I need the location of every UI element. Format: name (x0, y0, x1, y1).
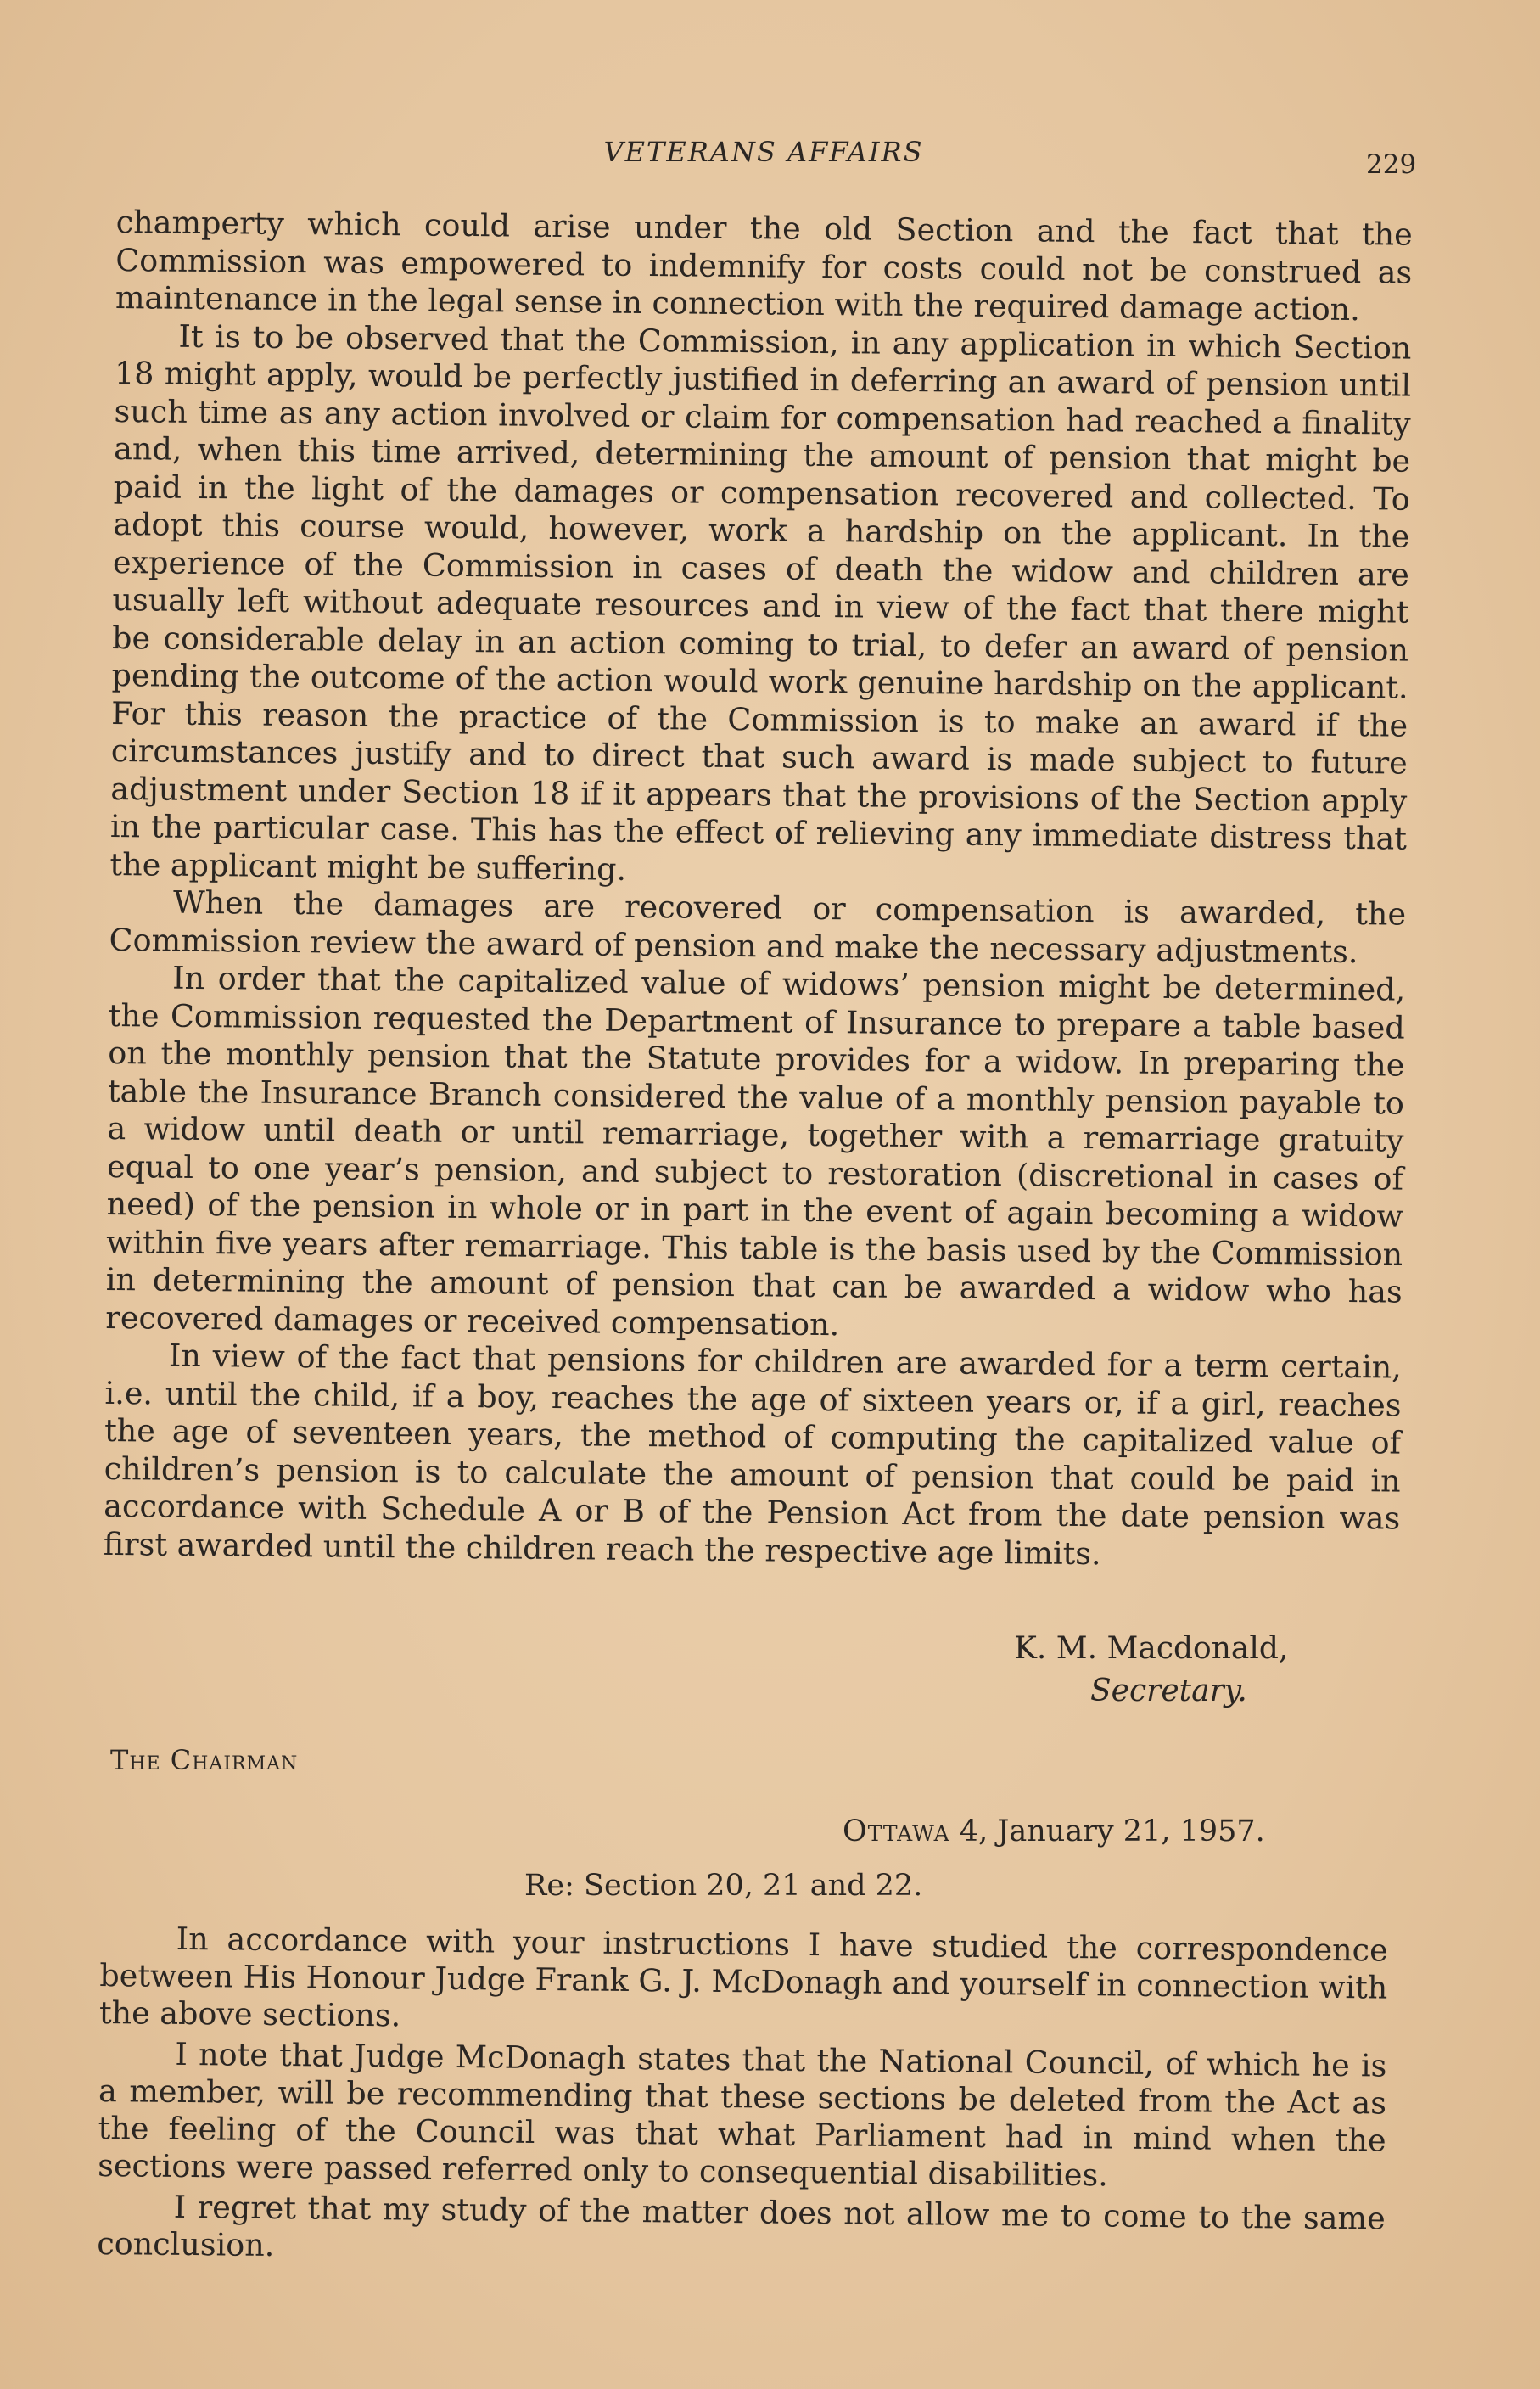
paragraph: When the damages are recovered or compensation is awarded, the Commission review the award of pension and make the necessary adjustments. (109, 883, 1407, 970)
letter-paragraph: I regret that my study of the matter does not allow me to come to the same conclusion. (97, 2188, 1386, 2263)
letter-paragraph: I note that Judge McDonagh states that the National Council, of which he is a member, will be recommending that these sections be deleted from the Act as the feeling of the Council was that what Parliament had in mind when the sections were passed referred only to consequential disabilities. (98, 2035, 1387, 2194)
body-text (104, 204, 1413, 1576)
paragraph: champerty which could arise under the old Section and the fact that the Commission was empowered to indemnify for costs could not be construed as maintenance in the legal sense in connection with the required damage action. (115, 204, 1413, 328)
paragraph: In view of the fact that pensions for children are awarded for a term certain, i.e. until the child, if a boy, reaches the age of sixteen years or, if a girl, reaches the age of seventeen years, the method of computing the capitalized value of children’s pension is to calculate the amount of pension that could be paid in accordance with Schedule A or B of the Pension Act from the date pension was first awarded until the children reach the respective age limits. (103, 1337, 1403, 1572)
letter-addressee: The Chairman (110, 1744, 299, 1776)
letter-dateline (843, 1814, 1265, 1848)
paragraph: In order that the capitalized value of widows’ pension might be determined, the Commission requested the Department of Insurance to prepare a table based on the monthly pension that the Statute provides for a widow. In preparing the table the Insurance Branch considered the value of a monthly pension payable to a widow until death or until remarriage, together with a remarriage gratuity equal to one year’s pension, and subject to restoration (discretional in cases of need) of the pension in whole or in part in the event of again becoming a widow within five years after remarriage. This table is the basis used by the Commission in determining the amount of pension that can be awarded a widow who has recovered damages or received compensation. (105, 959, 1406, 1343)
paragraph: It is to be observed that the Commission, in any application in which Section 18 might apply, would be perfectly justified in deferring an award of pension until such time as any action involved or claim for compensation had reached a finality and, when this time arrived, determining the amount of pension that might be paid in the light of the damages or compensation recovered and collected. To adopt this course would, however, work a hardship on the applicant. In the experience of the Commission in cases of death the widow and children are usually left without adequate resources and in view of the fact that there might be considerable delay in an action coming to trial, to defer an award of pension pending the outcome of the action would work genuine hardship on the applicant. For this reason the practice of the Commission is to make an award if the circumstances justify and to direct that such award is made subject to future adjustment under Section 18 if it appears that the provisions of the Section apply in the particular case. This has the effect of relieving any immediate distress that the applicant might be suffering. (109, 317, 1412, 888)
page-number: 229 (1366, 149, 1417, 180)
letter-subject-line: Re: Section 20, 21 and 22. (524, 1869, 923, 1903)
signature-block (1014, 1628, 1288, 1713)
letter-paragraph: In accordance with your instructions I have studied the correspondence between His Honour Judge Frank G. J. McDonagh and yourself in connection with the above sections. (98, 1920, 1388, 2034)
dateline-date: 4, January 21, 1957. (949, 1814, 1265, 1848)
letter-body (97, 1920, 1388, 2279)
signature-name: K. M. Macdonald, (1014, 1631, 1289, 1666)
signature-title: Secretary. (1090, 1674, 1247, 1708)
running-head: VETERANS AFFAIRS (603, 136, 924, 168)
dateline-city: Ottawa (843, 1814, 950, 1848)
